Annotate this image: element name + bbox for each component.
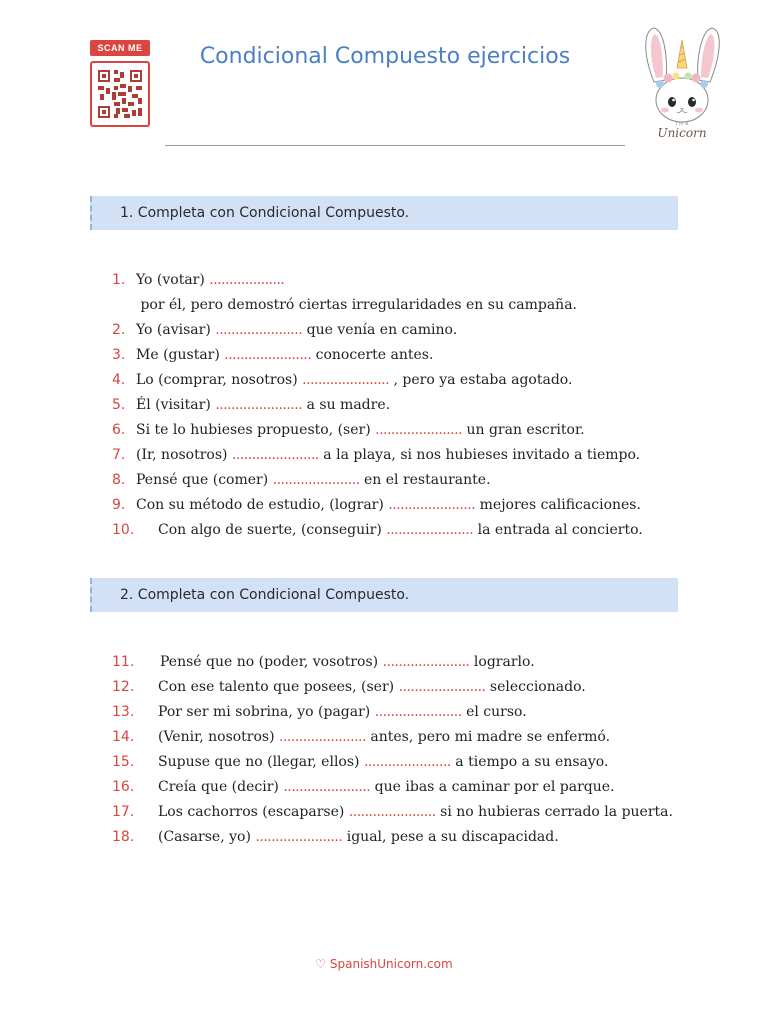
answer-blank[interactable]: ...................... bbox=[374, 704, 462, 720]
exercise-prompt: (Ir, nosotros) bbox=[136, 447, 232, 463]
exercise-continuation: si no hubieras cerrado la puerta. bbox=[435, 804, 673, 820]
exercise-list-1 bbox=[112, 268, 712, 543]
exercise-item bbox=[112, 650, 712, 675]
exercise-continuation: lograrlo. bbox=[469, 654, 535, 670]
exercise-prompt: (Venir, nosotros) bbox=[158, 729, 280, 745]
exercise-prompt: (Casarse, yo) bbox=[158, 829, 256, 845]
exercise-item bbox=[112, 318, 712, 343]
exercise-continuation: conocerte antes. bbox=[311, 347, 434, 363]
exercise-continuation: antes, pero mi madre se enfermó. bbox=[365, 729, 611, 745]
section-1-heading: 1. Completa con Condicional Compuesto. bbox=[90, 196, 678, 230]
exercise-number: 13. bbox=[112, 704, 135, 720]
qr-code-badge bbox=[90, 40, 150, 130]
exercise-number: 11. bbox=[112, 654, 135, 670]
footer-website[interactable]: ♡ SpanishUnicorn.com bbox=[315, 957, 453, 971]
exercise-continuation: seleccionado. bbox=[485, 679, 586, 695]
exercise-number: 6. bbox=[112, 422, 126, 438]
exercise-continuation: , pero ya estaba agotado. bbox=[389, 372, 573, 388]
answer-blank[interactable]: ...................... bbox=[382, 654, 470, 670]
exercise-number: 10. bbox=[112, 522, 135, 538]
exercise-item bbox=[112, 725, 712, 750]
exercise-item bbox=[112, 393, 712, 418]
exercise-item bbox=[112, 800, 712, 825]
exercise-prompt: Él (visitar) bbox=[136, 397, 216, 413]
exercise-continuation: el curso. bbox=[461, 704, 527, 720]
exercise-number: 18. bbox=[112, 829, 135, 845]
exercise-item bbox=[112, 700, 712, 725]
exercise-number: 4. bbox=[112, 372, 126, 388]
unicorn-logo bbox=[632, 22, 732, 142]
exercise-item bbox=[112, 468, 712, 493]
qr-code-frame bbox=[90, 61, 150, 127]
exercise-item bbox=[112, 268, 712, 318]
exercise-continuation: que venía en camino. bbox=[302, 322, 458, 338]
answer-blank[interactable]: ...................... bbox=[283, 779, 371, 795]
exercise-item bbox=[112, 675, 712, 700]
exercise-continuation: en el restaurante. bbox=[359, 472, 491, 488]
exercise-number: 12. bbox=[112, 679, 135, 695]
exercise-continuation: igual, pese a su discapacidad. bbox=[342, 829, 559, 845]
answer-blank[interactable]: ...................... bbox=[388, 497, 476, 513]
exercise-continuation: a la playa, si nos hubieses invitado a tiempo. bbox=[318, 447, 641, 463]
exercise-prompt: Con ese talento que posees, (ser) bbox=[158, 679, 399, 695]
exercise-number: 8. bbox=[112, 472, 126, 488]
page-title: Condicional Compuesto ejercicios bbox=[199, 44, 571, 69]
answer-blank[interactable]: ...................... bbox=[279, 729, 366, 745]
exercise-number: 3. bbox=[112, 347, 126, 363]
exercise-number: 15. bbox=[112, 754, 135, 770]
answer-blank[interactable]: ...................... bbox=[215, 322, 303, 338]
exercise-continuation: la entrada al concierto. bbox=[473, 522, 643, 538]
exercise-prompt: Creía que (decir) bbox=[158, 779, 284, 795]
exercise-prompt: Con algo de suerte, (conseguir) bbox=[158, 522, 387, 538]
exercise-item bbox=[112, 518, 712, 543]
exercise-prompt: Pensé que (comer) bbox=[136, 472, 273, 488]
exercise-prompt: Pensé que no (poder, vosotros) bbox=[160, 654, 383, 670]
exercise-prompt: Me (gustar) bbox=[136, 347, 225, 363]
exercise-prompt: Yo (avisar) bbox=[136, 322, 216, 338]
section-2-heading: 2. Completa con Condicional Compuesto. bbox=[90, 578, 678, 612]
exercise-prompt: Lo (comprar, nosotros) bbox=[136, 372, 303, 388]
exercise-continuation: que ibas a caminar por el parque. bbox=[370, 779, 615, 795]
exercise-prompt: Por ser mi sobrina, yo (pagar) bbox=[158, 704, 375, 720]
answer-blank[interactable]: ...................... bbox=[272, 472, 360, 488]
answer-blank[interactable]: ................... bbox=[209, 272, 285, 288]
exercise-prompt: Si te lo hubieses propuesto, (ser) bbox=[136, 422, 376, 438]
scan-me-label: SCAN ME bbox=[90, 40, 150, 56]
answer-blank[interactable]: ...................... bbox=[302, 372, 390, 388]
answer-blank[interactable]: ...................... bbox=[398, 679, 486, 695]
logo-small-text: I'm a bbox=[675, 121, 689, 127]
exercise-item bbox=[112, 368, 712, 393]
exercise-item bbox=[112, 493, 712, 518]
answer-blank[interactable]: ...................... bbox=[231, 447, 319, 463]
exercise-number: 17. bbox=[112, 804, 135, 820]
answer-blank[interactable]: ...................... bbox=[348, 804, 436, 820]
exercise-item bbox=[112, 825, 712, 850]
exercise-prompt: Supuse que no (llegar, ellos) bbox=[158, 754, 364, 770]
logo-script-text: Unicorn bbox=[657, 126, 707, 140]
answer-blank[interactable]: ...................... bbox=[255, 829, 343, 845]
exercise-number: 5. bbox=[112, 397, 126, 413]
exercise-number: 1. bbox=[112, 272, 126, 288]
exercise-prompt: Con su método de estudio, (lograr) bbox=[136, 497, 389, 513]
exercise-number: 7. bbox=[112, 447, 126, 463]
answer-blank[interactable]: ...................... bbox=[224, 347, 312, 363]
bunny-unicorn-icon bbox=[632, 22, 732, 142]
answer-blank[interactable]: ...................... bbox=[375, 422, 463, 438]
exercise-continuation: un gran escritor. bbox=[462, 422, 585, 438]
exercise-item bbox=[112, 443, 712, 468]
exercise-number: 9. bbox=[112, 497, 126, 513]
answer-blank[interactable]: ...................... bbox=[386, 522, 474, 538]
exercise-number: 16. bbox=[112, 779, 135, 795]
title-divider bbox=[165, 145, 625, 146]
exercise-item bbox=[112, 750, 712, 775]
exercise-continuation: a tiempo a su ensayo. bbox=[450, 754, 609, 770]
exercise-number: 2. bbox=[112, 322, 126, 338]
exercise-item bbox=[112, 418, 712, 443]
exercise-continuation: mejores calificaciones. bbox=[475, 497, 641, 513]
exercise-item bbox=[112, 775, 712, 800]
answer-blank[interactable]: ...................... bbox=[363, 754, 451, 770]
exercise-number: 14. bbox=[112, 729, 135, 745]
qr-code-icon bbox=[96, 68, 144, 120]
exercise-item bbox=[112, 343, 712, 368]
exercise-list-2 bbox=[112, 650, 712, 850]
exercise-continuation: por él, pero demostró ciertas irregularidades en su campaña. bbox=[136, 297, 577, 313]
exercise-prompt: Yo (votar) bbox=[136, 272, 210, 288]
exercise-prompt: Los cachorros (escaparse) bbox=[158, 804, 349, 820]
answer-blank[interactable]: ...................... bbox=[215, 397, 303, 413]
exercise-continuation: a su madre. bbox=[302, 397, 391, 413]
